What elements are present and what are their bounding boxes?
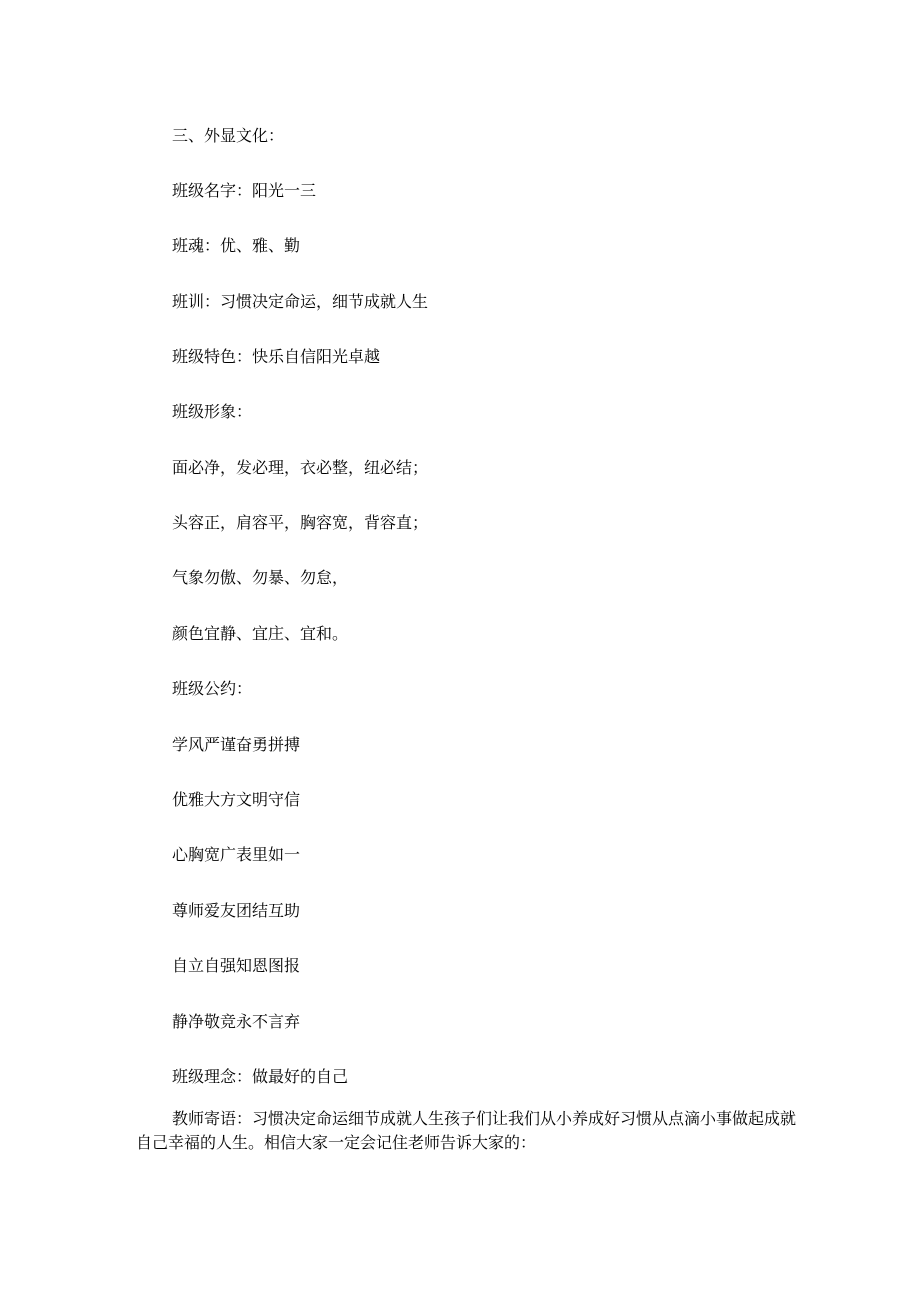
image-rule-line: 头容正，肩容平，胸容宽，背容直； [172,513,429,532]
image-rule-line: 面必净，发必理，衣必整，纽必结； [172,458,429,477]
class-name-line: 班级名字：阳光一三 [172,181,317,200]
convention-line: 尊师爱友团结互助 [172,901,301,920]
class-philosophy-line: 班级理念：做最好的自己 [172,1067,349,1086]
convention-line: 静净敬竞永不言弃 [172,1012,301,1031]
convention-line: 自立自强知恩图报 [172,956,301,975]
class-image-heading: 班级形象： [172,402,253,421]
image-rule-line: 颜色宜静、宜庄、宜和。 [172,624,349,643]
teacher-message-paragraph: 教师寄语：习惯决定命运细节成就人生孩子们让我们从小养成好习惯从点滴小事做起成就自己幸福的人生。相信大家一定会记住老师告诉大家的： [136,1109,797,1152]
convention-line: 心胸宽广表里如一 [172,845,301,864]
class-motto-line: 班训：习惯决定命运，细节成就人生 [172,292,429,311]
convention-line: 优雅大方文明守信 [172,790,301,809]
class-spirit-line: 班魂：优、雅、勤 [172,236,301,255]
convention-line: 学风严谨奋勇拼搏 [172,735,301,754]
class-convention-heading: 班级公约： [172,679,253,698]
image-rule-line: 气象勿傲、勿暴、勿怠， [172,568,349,587]
class-feature-line: 班级特色：快乐自信阳光卓越 [172,347,381,366]
section-heading: 三、外显文化： [172,126,285,145]
